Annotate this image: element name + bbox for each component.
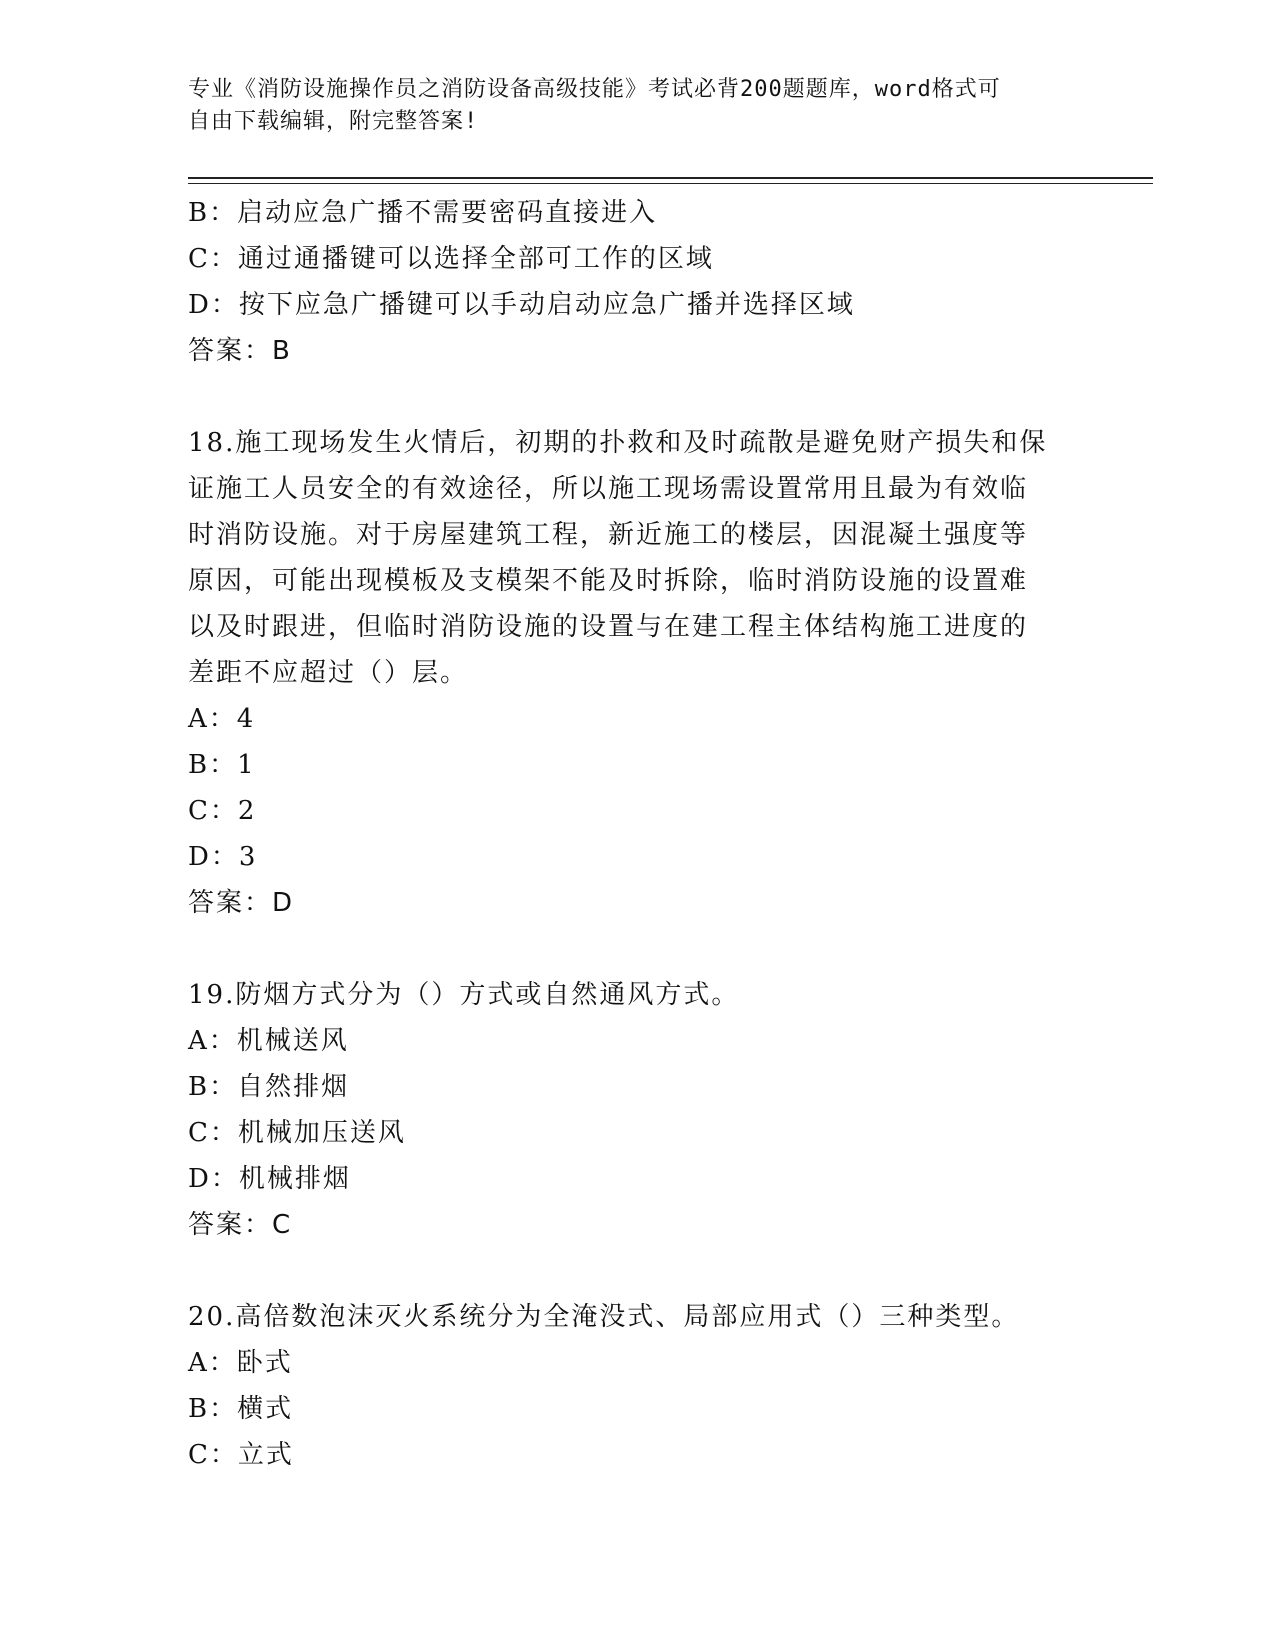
answer-line: 答案：B [188,336,292,366]
header-line-2: 自由下载编辑，附完整答案! [188,109,479,134]
question-18 [188,420,1088,926]
option-a: A：4 [188,704,256,734]
option-b: B：1 [188,750,256,780]
question-20 [188,1294,1088,1478]
option-b: B：自然排烟 [188,1072,350,1102]
question-stem-line: 差距不应超过（）层。 [188,658,469,688]
question-list [188,190,1088,1478]
option-c: C：2 [188,796,257,826]
question-19 [188,972,1088,1248]
header-rule-thin [188,183,1153,184]
spacer [188,374,1088,420]
document-header [188,74,1068,138]
question-stem-line: 18.施工现场发生火情后，初期的扑救和及时疏散是避免财产损失和保 [188,428,1048,458]
option-d: D：3 [188,842,258,872]
option-b: B：横式 [188,1394,294,1424]
question-stem: 19.防烟方式分为（）方式或自然通风方式。 [188,980,740,1010]
option-c: C：通过通播键可以选择全部可工作的区域 [188,244,714,274]
header-rule-thick [188,177,1153,179]
question-stem-line: 原因，可能出现模板及支模架不能及时拆除，临时消防设施的设置难 [188,566,1029,596]
answer-line: 答案：D [188,888,295,918]
option-c: C：机械加压送风 [188,1118,406,1148]
option-d: D：按下应急广播键可以手动启动应急广播并选择区域 [188,290,855,320]
option-d: D：机械排烟 [188,1164,351,1194]
spacer [188,926,1088,972]
question-stem-line: 以及时跟进，但临时消防设施的设置与在建工程主体结构施工进度的 [188,612,1029,642]
question-stem: 20.高倍数泡沫灭火系统分为全淹没式、局部应用式（）三种类型。 [188,1302,1020,1332]
question-17-tail [188,190,1088,374]
option-a: A：机械送风 [188,1026,349,1056]
answer-line: 答案：C [188,1210,293,1240]
header-line-1: 专业《消防设施操作员之消防设备高级技能》考试必背200题题库，word格式可 [188,77,1001,102]
option-a: A：卧式 [188,1348,293,1378]
spacer [188,1248,1088,1294]
question-stem-line: 证施工人员安全的有效途径，所以施工现场需设置常用且最为有效临 [188,474,1029,504]
option-b: B：启动应急广播不需要密码直接进入 [188,198,658,228]
option-c: C：立式 [188,1440,294,1470]
question-stem-line: 时消防设施。对于房屋建筑工程，新近施工的楼层，因混凝土强度等 [188,520,1029,550]
